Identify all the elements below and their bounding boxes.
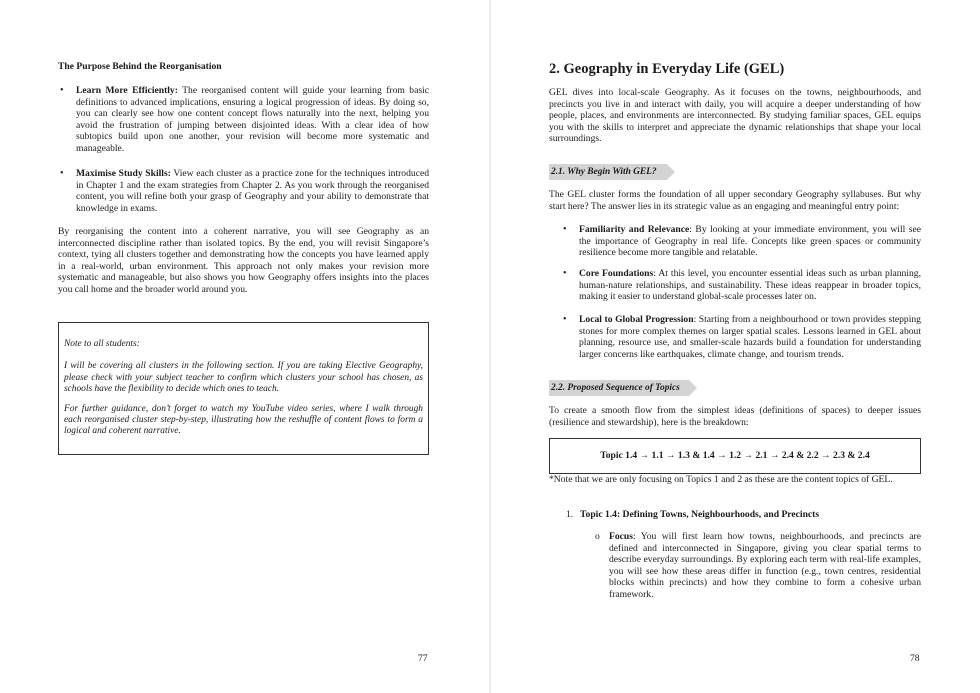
page-number-right: 78 <box>910 653 920 664</box>
why-gel-paragraph: The GEL cluster forms the foundation of all upper secondary Geography syllabuses. But why start here? The answer lies in its strategic value as an engaging and meaningful entry point: <box>549 189 921 212</box>
bullet-text: : By looking at your immediate environment, you will see the importance of Geography in real life. Concepts like green spaces or community resilience become more tangible and relatable. <box>579 224 921 259</box>
bullet-title: Maximise Study Skills: <box>76 168 171 179</box>
topic-heading: Topic 1.4: Defining Towns, Neighbourhoods, and Precincts <box>580 509 820 520</box>
subsection-title: 2.1. Why Begin With GEL? <box>551 167 657 177</box>
list-item <box>60 85 429 155</box>
bullet-title: Familiarity and Relevance <box>579 224 690 235</box>
summary-paragraph: By reorganising the content into a coherent narrative, you will see Geography as an interconnected discipline rather than isolated topics. By the end, you will revisit Singapore’s context, tying all clusters together and demonstrating how the concepts you have learned apply in a real-world, urban environment. This approach not only makes your revision more systematic and manageable, but also shows you how Geography offers insights into the places you call home and the broader world around you. <box>58 226 429 295</box>
subsection-title: 2.2. Proposed Sequence of Topics <box>551 383 680 393</box>
gel-bullet-1 <box>563 224 921 259</box>
gel-bullet-3 <box>563 314 921 360</box>
bullet-icon: • <box>563 224 567 235</box>
topic-sequence-box <box>549 438 921 474</box>
bullet-icon: • <box>563 314 567 325</box>
bullet-icon: • <box>563 268 567 279</box>
subsection-tag-2-1 <box>549 164 667 180</box>
circle-bullet-icon: o <box>595 531 600 542</box>
bullet-icon: • <box>60 85 64 96</box>
bullet-icon: • <box>60 168 64 179</box>
list-number: 1. <box>566 509 574 520</box>
purpose-bullet-list-2 <box>60 168 430 214</box>
gel-bullet-2 <box>563 268 921 303</box>
note-paragraph-2: For further guidance, don’t forget to watch my YouTube video series, where I walk through each reorganised cluster step-by-step, illustrating how the reshuffle of content flows to form a logical and coherent narrative. <box>64 403 423 437</box>
bullet-text: View each cluster as a practice zone for the techniques introduced in Chapter 1 and the exam strategies from Chapter 2. As you work through the reorganised content, you will refine both your grasp of Geography and your ability to demonstrate that knowledge in exams. <box>76 168 430 214</box>
list-item <box>563 314 921 360</box>
list-item <box>563 268 921 303</box>
bullet-text: : Starting from a neighbourhood or town provides stepping stones for more complex themes on larger spatial scales. Lessons learned in GEL about planning, resource use, and smaller-scale hazards build a foundation for understanding larger concerns like earthquakes, climate change, and tourism trends. <box>579 314 921 360</box>
page-number-left: 77 <box>418 653 428 664</box>
bullet-text: : At this level, you encounter essential ideas such as urban planning, human-nature relationships, and sustainability. These ideas reappear in broader topics, making it easier to understand global-scale processes later on. <box>579 268 921 303</box>
sequence-note: *Note that we are only focusing on Topics 1 and 2 as these are the content topics of GEL. <box>549 474 893 485</box>
note-title: Note to all students: <box>64 339 140 349</box>
student-note-box <box>58 322 429 455</box>
focus-title: Focus <box>609 531 633 542</box>
section-heading: The Purpose Behind the Reorganisation <box>58 61 222 72</box>
chapter-title: 2. Geography in Everyday Life (GEL) <box>549 61 785 77</box>
subsection-tag-2-2 <box>549 380 689 396</box>
list-item <box>60 168 430 214</box>
sequence-intro-paragraph: To create a smooth flow from the simplest ideas (definitions of spaces) to deeper issues (resilience and stewardship), here is the breakdown: <box>549 405 921 428</box>
topic-sequence: Topic 1.4 → 1.1 → 1.3 & 1.4 → 1.2 → 2.1 → 2.4 & 2.2 → 2.3 & 2.4 <box>600 450 870 461</box>
left-page <box>0 0 489 693</box>
focus-text: : You will first learn how towns, neighbourhoods, and precincts are defined and interconnected in Singapore, giving you clear spatial terms to describe everyday surroundings. By exploring each term with real-life examples, you will see how these areas differ in function (e.g., town centres, residential blocks within precincts) and how they combine to form a cohesive urban framework. <box>609 531 921 600</box>
bullet-title: Learn More Efficiently: <box>76 85 178 96</box>
note-paragraph-1: I will be covering all clusters in the following section. If you are taking Elective Geography, please check with your subject teacher to confirm which clusters your school has chosen, as schools have the flexibility to decide which ones to teach. <box>64 361 423 395</box>
bullet-title: Local to Global Progression <box>579 314 694 325</box>
purpose-bullet-list <box>60 85 429 155</box>
intro-paragraph: GEL dives into local-scale Geography. As it focuses on the towns, neighbourhoods, and precincts you live in and interact with daily, you will acquire a deeper understanding of how people, places, and environments are interconnected. By studying familiar spaces, GEL equips you with the skills to interpret and appreciate the dynamic relationships that shape your local surroundings. <box>549 87 921 145</box>
bullet-text: The reorganised content will guide your learning from basic definitions to advanced implications, ensuring a logical progression of ideas. By doing so, you can clearly see how one content concept flows naturally into the next, helping you avoid the frustration of jumping between disjointed ideas. With a clear idea of how subtopics build upon one another, your revision will become more systematic and manageable. <box>76 85 429 154</box>
bullet-title: Core Foundations <box>579 268 654 279</box>
list-item <box>563 224 921 259</box>
focus-paragraph <box>609 531 921 601</box>
